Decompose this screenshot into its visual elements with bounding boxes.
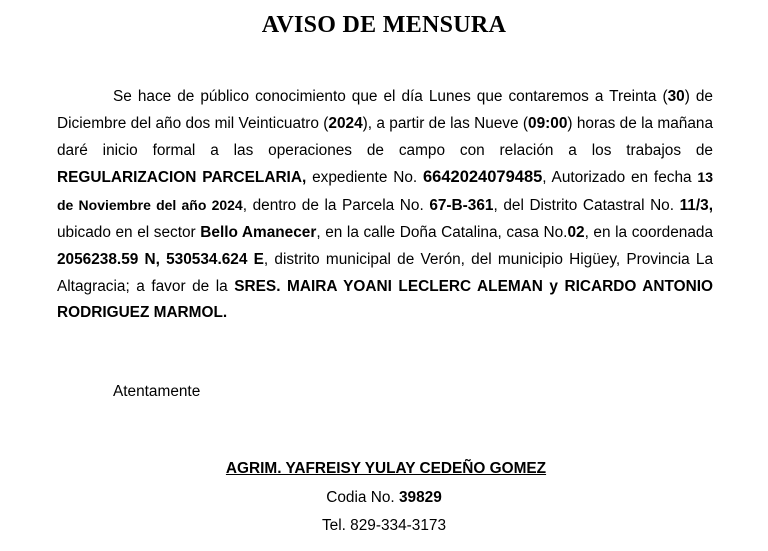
closing-salutation: Atentamente bbox=[113, 383, 201, 400]
body-text-4: ) horas de la mañana daré inicio formal a las operaciones de campo con relación a los trabajos de bbox=[57, 114, 713, 159]
body-text-11: , en la coordenada bbox=[584, 223, 713, 241]
start-time: 09:00 bbox=[528, 114, 568, 132]
notice-body bbox=[57, 84, 713, 327]
body-text-2: ) de Diciembre del año dos mil Veinticuatro ( bbox=[57, 88, 713, 132]
distrito-number: 11/3, bbox=[679, 197, 713, 215]
surveyor-name: AGRIM. YAFREISY YULAY CEDEÑO GOMEZ bbox=[225, 460, 547, 477]
body-text-3: ), a partir de las Nueve ( bbox=[362, 114, 529, 132]
year-number: 2024 bbox=[328, 114, 363, 132]
codia-label: Codia No. bbox=[326, 489, 399, 506]
beneficiaries: SRES. MAIRA YOANI LECLERC ALEMAN y RICARDO ANTONIO RODRIGUEZ MARMOL. bbox=[57, 277, 713, 322]
body-text-8: , del Distrito Catastral No. bbox=[493, 197, 680, 215]
codia-number: 39829 bbox=[398, 489, 442, 506]
expediente-number: 6642024079485 bbox=[423, 168, 543, 187]
body-text-5: expediente No. bbox=[306, 169, 423, 187]
coordinates: 2056238.59 N, 530534.624 E bbox=[57, 250, 264, 268]
body-text-10: , en la calle Doña Catalina, casa No. bbox=[316, 223, 568, 241]
casa-number: 02 bbox=[567, 223, 585, 241]
body-text-7: , dentro de la Parcela No. bbox=[242, 197, 430, 215]
authorization-date: 13 de Noviembre del año 2024 bbox=[57, 169, 713, 214]
work-type: REGULARIZACION PARCELARIA, bbox=[57, 169, 307, 187]
body-text-1: Se hace de público conocimiento que el día Lunes que contaremos a Treinta ( bbox=[113, 88, 668, 105]
telephone: Tel. 829-334-3173 bbox=[321, 517, 447, 534]
sector-name: Bello Amanecer bbox=[200, 223, 317, 241]
codia-line bbox=[0, 489, 768, 507]
body-text-6: , Autorizado en fecha bbox=[542, 169, 698, 187]
body-text-12: , distrito municipal de Verón, del municipio Higüey, Provincia La Altagracia; a favor de la bbox=[57, 250, 713, 295]
document-title: AVISO DE MENSURA bbox=[261, 12, 507, 38]
body-text-9: ubicado en el sector bbox=[57, 223, 201, 241]
parcela-number: 67-B-361 bbox=[429, 197, 494, 215]
day-number: 30 bbox=[667, 88, 685, 105]
